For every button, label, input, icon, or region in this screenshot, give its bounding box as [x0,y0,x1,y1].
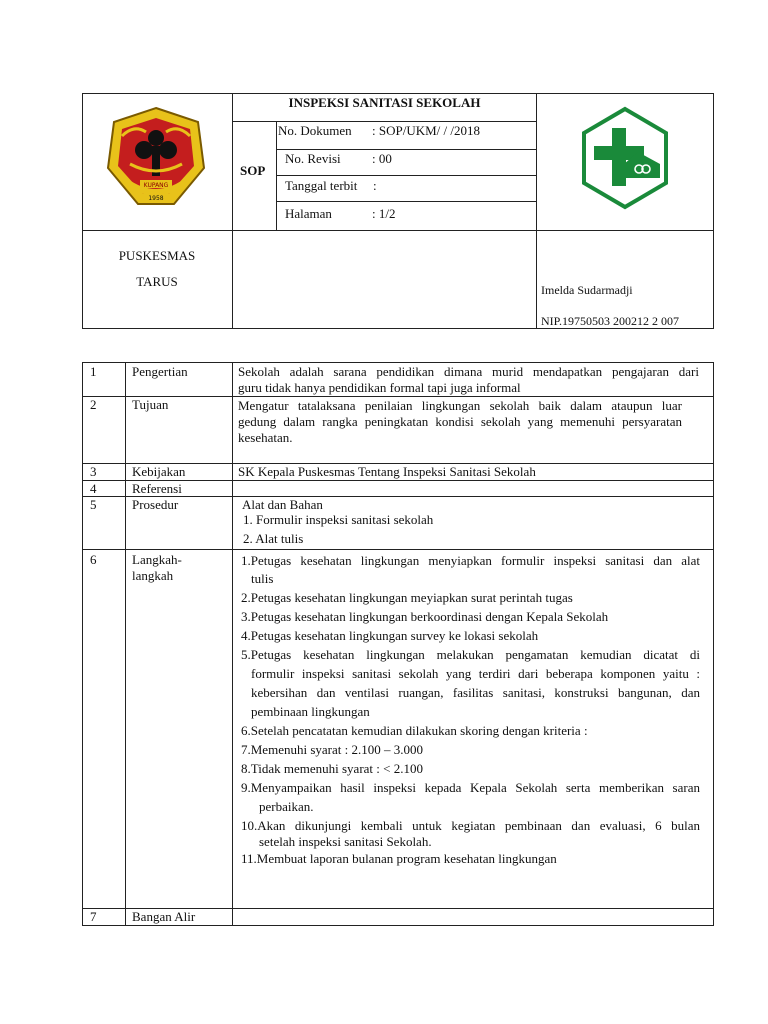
step-line: formulir inspeksi sanitasi sekolah yang terdiri dari beberapa komponen yaitu : [251,666,700,681]
field-label-page: Halaman [285,206,332,221]
procedure-item: 2. Alat tulis [243,531,304,546]
row-label: Prosedur [132,497,179,512]
row-number: 3 [90,464,97,479]
row-text-line: Sekolah adalah sarana pendidikan dimana murid mendapatkan pengajaran dari [238,364,699,379]
row-number: 2 [90,397,97,412]
puskesmas-logo-icon [580,106,670,210]
field-label-document-number: No. Dokumen [278,123,352,138]
step-line: 2.Petugas kesehatan lingkungan meyiapkan surat perintah tugas [241,590,573,605]
step-line: setelah inspeksi sanitasi Sekolah. [259,834,432,849]
row-text-line: kesehatan. [238,430,293,445]
field-value-document-number: : SOP/UKM/ / /2018 [372,123,480,138]
step-line: 8.Tidak memenuhi syarat : < 2.100 [241,761,423,776]
row-label: Tujuan [132,397,169,412]
row-number: 6 [90,552,97,567]
row-number: 5 [90,497,97,512]
row-number: 4 [90,481,97,496]
row-number: 1 [90,364,97,379]
row-text-line: gedung dalam rangka peningkatan kondisi sekolah yang memenuhi persyaratan [238,414,682,429]
step-line: 7.Memenuhi syarat : 2.100 – 3.000 [241,742,423,757]
step-line: 5.Petugas kesehatan lingkungan melakukan pengamatan kemudian dicatat di [241,647,700,662]
row-text-line: Mengatur tatalaksana penilaian lingkungan sekolah baik dalam ataupun luar [238,398,682,413]
procedure-item: 1. Formulir inspeksi sanitasi sekolah [243,512,434,527]
signatory-nip: NIP.19750503 200212 2 007 [541,314,680,328]
field-value-page: : 1/2 [372,206,396,221]
row-number: 7 [90,909,97,924]
document-title: INSPEKSI SANITASI SEKOLAH [288,95,481,110]
row-label: Kebijakan [132,464,186,479]
org-name-line2: TARUS [136,274,178,289]
emblem-year: 1958 [148,195,164,202]
step-line: perbaikan. [259,799,314,814]
step-line: 1.Petugas kesehatan lingkungan menyiapkan formulir inspeksi sanitasi dan alat [241,553,700,568]
step-line: 4.Petugas kesehatan lingkungan survey ke lokasi sekolah [241,628,539,643]
field-label-revision: No. Revisi [285,151,341,166]
sop-label: SOP [240,163,266,178]
row-label: Pengertian [132,364,188,379]
step-line: 10.Akan dikunjungi kembali untuk kegiatan pembinaan dan evaluasi, 6 bulan [241,818,700,833]
field-value-revision: : 00 [372,151,392,166]
field-value-issue-date: : [373,178,377,193]
org-name-line1: PUSKESMAS [118,248,196,263]
row-label-line1: Langkah- [132,552,182,567]
row-label-line2: langkah [132,568,174,583]
regional-emblem-icon [104,106,208,210]
step-line: 6.Setelah pencatatan kemudian dilakukan skoring dengan kriteria : [241,723,588,738]
emblem-text: KUPANG [143,182,169,189]
procedure-heading: Alat dan Bahan [242,497,323,512]
step-line: 3.Petugas kesehatan lingkungan berkoordinasi dengan Kepala Sekolah [241,609,609,624]
row-label: Referensi [132,481,182,496]
step-line: kebersihan dan ventilasi ruangan, fasilitas sanitasi, konstruksi bangunan, dan [251,685,700,700]
row-text-line: SK Kepala Puskesmas Tentang Inspeksi Sanitasi Sekolah [238,464,536,479]
step-line: tulis [251,571,274,586]
step-line: 11.Membuat laporan bulanan program kesehatan lingkungan [241,851,557,866]
row-text-line: guru tidak hanya pendidikan formal tapi juga informal [238,380,521,395]
field-label-issue-date: Tanggal terbit [285,178,358,193]
step-line: 9.Menyampaikan hasil inspeksi kepada Kepala Sekolah serta memberikan saran [241,780,700,795]
row-label: Bangan Alir [132,909,196,924]
step-line: pembinaan lingkungan [251,704,370,719]
signatory-name: Imelda Sudarmadji [541,283,633,297]
